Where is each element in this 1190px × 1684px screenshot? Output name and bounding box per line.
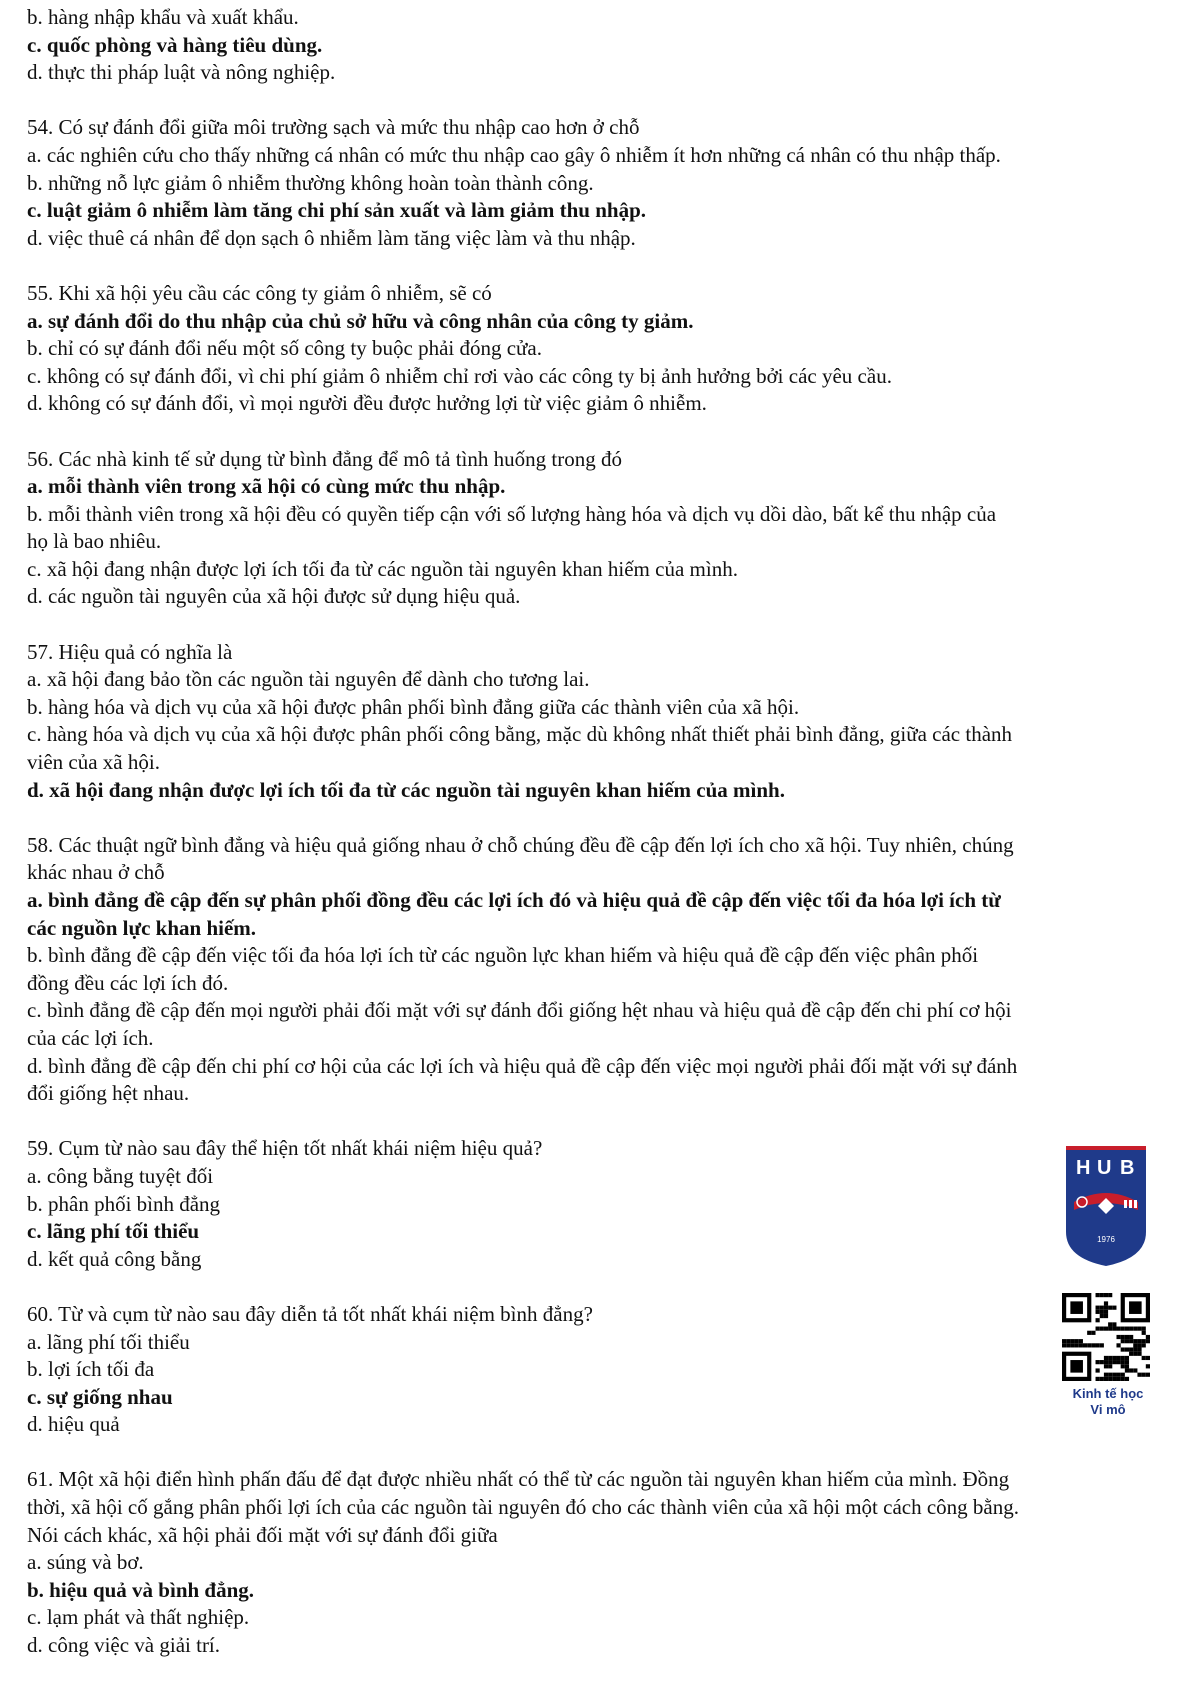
text-line: 59. Cụm từ nào sau đây thể hiện tốt nhất khái niệm hiệu quả? — [27, 1136, 543, 1161]
text-line: a. các nghiên cứu cho thấy những cá nhân có mức thu nhập cao gây ô nhiễm ít hơn những cá nhân có thu nhập thấp. — [27, 142, 1001, 167]
paragraph-gap — [27, 804, 1167, 832]
text-line: d. việc thuê cá nhân để dọn sạch ô nhiễm làm tăng việc làm và thu nhập. — [27, 225, 636, 250]
text-line: 58. Các thuật ngữ bình đẳng và hiệu quả giống nhau ở chỗ chúng đều đề cập đến lợi ích cho xã hội. Tuy nhiên, chúng khác nhau ở chỗ — [27, 832, 1014, 885]
text-line: c. xã hội đang nhận được lợi ích tối đa từ các nguồn tài nguyên khan hiếm của mình. — [27, 556, 738, 581]
text-line: c. lạm phát và thất nghiệp. — [27, 1605, 250, 1630]
text-line: 61. Một xã hội điển hình phấn đấu để đạt được nhiều nhất có thể từ các nguồn tài nguyên khan hiếm của mình. Đồng thời, xã hội cố gắng phân phối lợi ích của các nguồn tài nguyên đó cho các thành viên của xã hội một cách công bằng. Nói cách khác, xã hội phải đối mặt với sự đánh đổi giữa — [27, 1467, 1019, 1547]
text-line: c. hàng hóa và dịch vụ của xã hội được phân phối công bằng, mặc dù không nhất thiết phải bình đẳng, giữa các thành viên của xã hội. — [27, 722, 1013, 775]
paragraph-gap — [27, 87, 1167, 115]
text-line: d. công việc và giải trí. — [27, 1633, 221, 1658]
answer-correct-line: c. quốc phòng và hàng tiêu dùng. — [27, 32, 323, 57]
text-line: b. hàng hóa và dịch vụ của xã hội được phân phối bình đẳng giữa các thành viên của xã hội. — [27, 694, 800, 719]
qr-code-icon — [1062, 1293, 1150, 1381]
text-line: a. súng và bơ. — [27, 1550, 144, 1575]
text-line: 56. Các nhà kinh tế sử dụng từ bình đẳng để mô tả tình huống trong đó — [27, 446, 622, 471]
logo-caption-1: Kinh tế học — [1072, 1386, 1144, 1401]
answer-correct-line: a. mỗi thành viên trong xã hội có cùng mức thu nhập. — [27, 474, 506, 499]
hub-logo — [1058, 1140, 1158, 1418]
text-line: b. phân phối bình đẳng — [27, 1191, 221, 1216]
text-line: c. không có sự đánh đổi, vì chi phí giảm ô nhiễm chỉ rơi vào các công ty bị ảnh hưởng bởi các yêu cầu. — [27, 363, 892, 388]
hub-badge-icon — [1064, 1140, 1148, 1268]
paragraph-gap — [27, 252, 1167, 280]
text-line: b. những nỗ lực giảm ô nhiễm thường không hoàn toàn thành công. — [27, 170, 594, 195]
text-line: d. hiệu quả — [27, 1412, 120, 1437]
paragraph-gap — [27, 1273, 1167, 1301]
answer-correct-line: a. bình đẳng đề cập đến sự phân phối đồng đều các lợi ích đó và hiệu quả đề cập đến việc tối đa hóa lợi ích từ các nguồn lực khan hiếm. — [27, 888, 1001, 940]
text-line: 57. Hiệu quả có nghĩa là — [27, 639, 233, 664]
text-line: d. kết quả công bằng — [27, 1246, 202, 1271]
answer-correct-line: b. hiệu quả và bình đẳng. — [27, 1577, 255, 1602]
text-line: d. các nguồn tài nguyên của xã hội được sử dụng hiệu quả. — [27, 584, 521, 609]
text-line: b. hàng nhập khẩu và xuất khẩu. — [27, 5, 299, 29]
text-line: b. bình đẳng đề cập đến việc tối đa hóa lợi ích từ các nguồn lực khan hiếm và hiệu quả đề cập đến việc phân phối đồng đều các lợi ích đó. — [27, 943, 979, 995]
text-line: d. không có sự đánh đổi, vì mọi người đều được hưởng lợi từ việc giảm ô nhiễm. — [27, 391, 707, 416]
paragraph-gap — [27, 1108, 1167, 1136]
paragraph-gap — [27, 418, 1167, 446]
text-line: a. lãng phí tối thiểu — [27, 1329, 190, 1354]
answer-correct-line: c. sự giống nhau — [27, 1384, 173, 1409]
logo-letter-h: H — [1076, 1157, 1091, 1179]
answer-correct-line: c. luật giảm ô nhiễm làm tăng chi phí sản xuất và làm giảm thu nhập. — [27, 198, 647, 223]
text-line: d. thực thi pháp luật và nông nghiệp. — [27, 60, 336, 85]
answer-correct-line: d. xã hội đang nhận được lợi ích tối đa từ các nguồn tài nguyên khan hiếm của mình. — [27, 777, 785, 802]
text-line: 54. Có sự đánh đổi giữa môi trường sạch và mức thu nhập cao hơn ở chỗ — [27, 115, 640, 140]
answer-correct-line: a. sự đánh đổi do thu nhập của chủ sở hữu và công nhân của công ty giảm. — [27, 308, 694, 333]
text-line: b. lợi ích tối đa — [27, 1357, 155, 1382]
text-line: b. mỗi thành viên trong xã hội đều có quyền tiếp cận với số lượng hàng hóa và dịch vụ dồi dào, bất kể thu nhập của họ là bao nhiêu. — [27, 501, 997, 554]
text-line: a. xã hội đang bảo tồn các nguồn tài nguyên để dành cho tương lai. — [27, 667, 590, 692]
logo-year: 1976 — [1097, 1235, 1115, 1244]
text-line: 60. Từ và cụm từ nào sau đây diễn tả tốt nhất khái niệm bình đẳng? — [27, 1301, 593, 1326]
text-line: c. bình đẳng đề cập đến mọi người phải đối mặt với sự đánh đổi giống hệt nhau và hiệu quả đề cập đến chi phí cơ hội của các lợi ích. — [27, 998, 1012, 1050]
document-body — [27, 4, 1167, 1660]
text-line: 55. Khi xã hội yêu cầu các công ty giảm ô nhiễm, sẽ có — [27, 280, 492, 305]
logo-letter-b: B — [1120, 1157, 1135, 1179]
text-line: a. công bằng tuyệt đối — [27, 1163, 214, 1188]
text-line: b. chỉ có sự đánh đổi nếu một số công ty buộc phải đóng cửa. — [27, 336, 543, 361]
logo-caption-2: Vi mô — [1090, 1402, 1126, 1417]
text-line: d. bình đẳng đề cập đến chi phí cơ hội của các lợi ích và hiệu quả đề cập đến việc mọi người phải đối mặt với sự đánh đổi giống hệt nhau. — [27, 1053, 1018, 1106]
paragraph-gap — [27, 611, 1167, 639]
logo-letter-u: U — [1097, 1157, 1112, 1179]
paragraph-gap — [27, 1439, 1167, 1467]
answer-correct-line: c. lãng phí tối thiểu — [27, 1219, 200, 1244]
